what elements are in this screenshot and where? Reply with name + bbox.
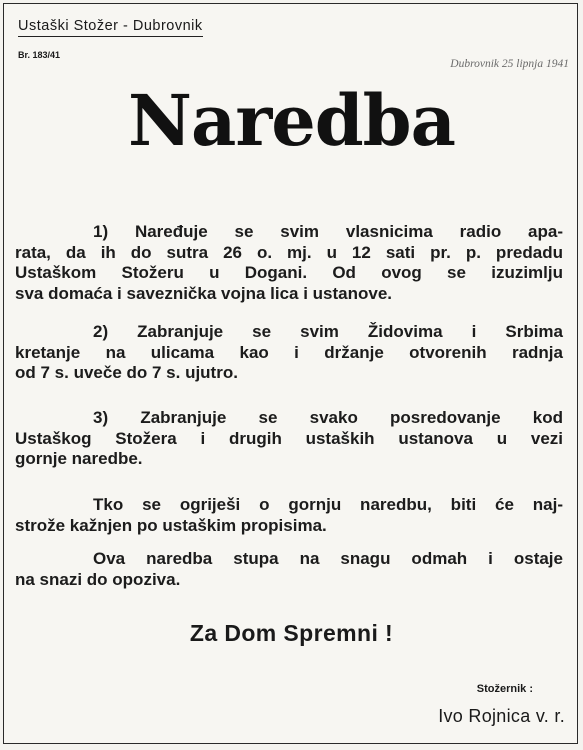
paragraph-line: 2) Zabranjuje se svim Židovima i Srbima xyxy=(93,322,563,341)
paragraph-line: sva domaća i saveznička vojna lica i ustanove. xyxy=(15,283,393,303)
signatory-name: Ivo Rojnica v. r. xyxy=(438,706,565,726)
paragraph-line: kretanje na ulicama kao i držanje otvorenih radnja xyxy=(15,342,563,362)
paragraph-line: Ustaškom Stožeru u Dogani. Od ovog se izuzimlju xyxy=(15,263,563,282)
paragraph-1 xyxy=(15,222,563,304)
document-title: Naredba xyxy=(127,79,455,162)
paragraph-3 xyxy=(15,408,563,470)
paragraph-line: 3) Zabranjuje se svako posredovanje kod xyxy=(93,408,563,427)
paragraph-line: 1) Naređuje se svim vlasnicima radio apa- xyxy=(93,222,563,241)
paragraph-line: strože kažnjen po ustaškim propisima. xyxy=(15,515,327,535)
reference-number: Br. 183/41 xyxy=(18,50,61,60)
paragraph-line: od 7 s. uveče do 7 s. ujutro. xyxy=(15,363,238,382)
paragraph-5 xyxy=(15,549,563,590)
paragraph-line: gornje naredbe. xyxy=(15,449,143,468)
paragraph-line: Ustaškog Stožera i drugih ustaških ustanova u vezi xyxy=(15,428,563,448)
dateline: Dubrovnik 25 lipnja 1941 xyxy=(450,58,569,70)
paragraph-line: na snazi do opoziva. xyxy=(15,569,181,589)
paragraph-4 xyxy=(15,495,563,536)
paragraph-line: Ova naredba stupa na snagu odmah i ostaje xyxy=(93,549,563,568)
paragraph-2 xyxy=(15,322,563,384)
issuing-organization: Ustaški Stožer - Dubrovnik xyxy=(18,18,203,37)
signatory-title: Stožernik : xyxy=(476,683,533,695)
paragraph-line: Tko se ogriješi o gornju naredbu, biti će naj- xyxy=(93,495,563,514)
closing-salute: Za Dom Spremni ! xyxy=(189,620,394,646)
paragraph-line: rata, da ih do sutra 26 o. mj. u 12 sati pr. p. predadu xyxy=(15,242,563,262)
